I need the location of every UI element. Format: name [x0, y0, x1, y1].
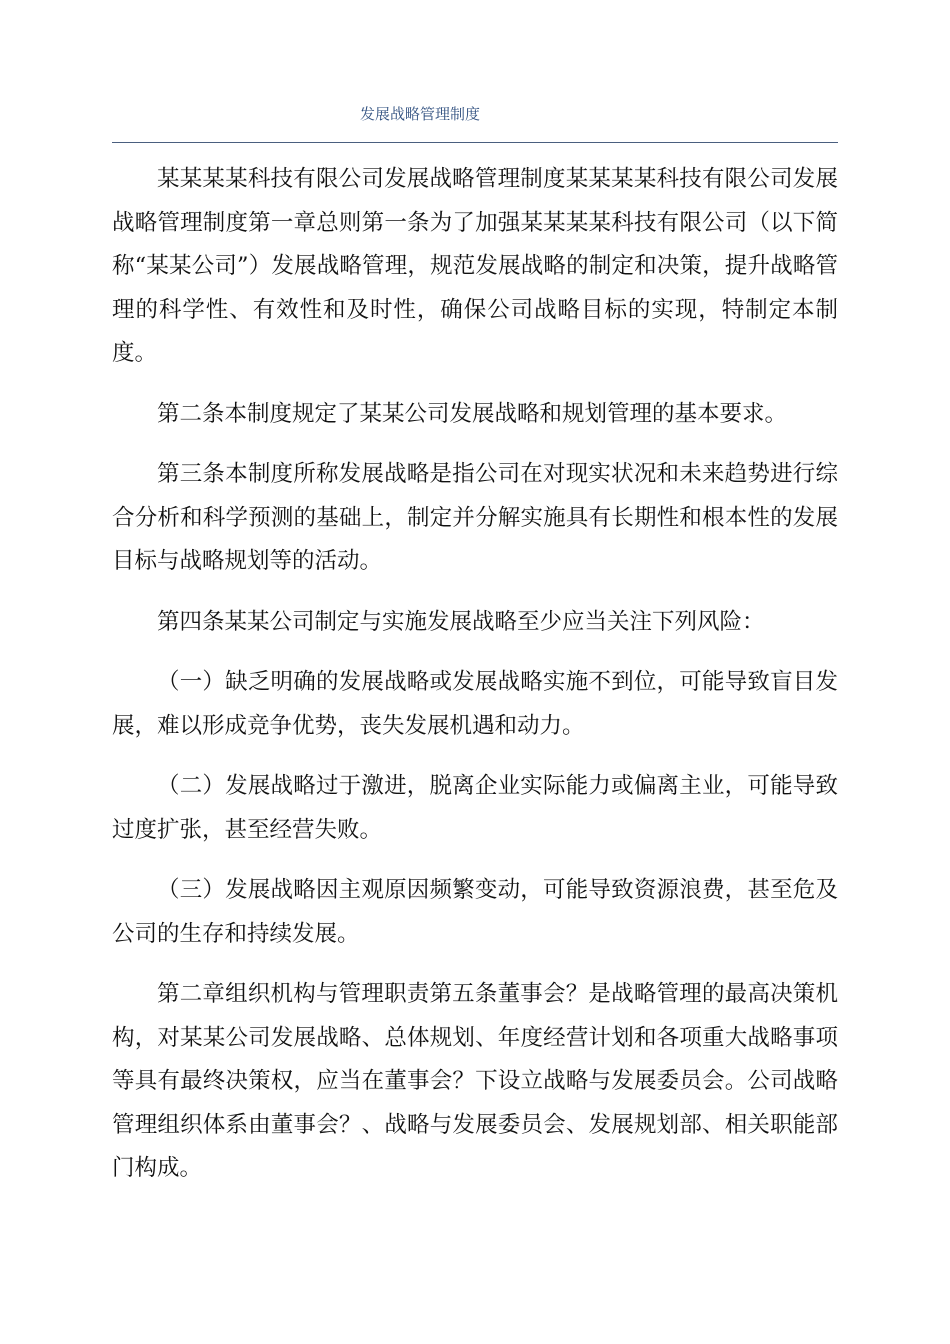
header-divider: [112, 142, 838, 143]
paragraph-6: （二）发展战略过于激进，脱离企业实际能力或偏离主业，可能导致过度扩张，甚至经营失败。: [112, 773, 838, 843]
paragraph-1: 某某某某科技有限公司发展战略管理制度某某某某科技有限公司发展战略管理制度第一章总则第一条为了加强某某某某科技有限公司（以下简称“某某公司”）发展战略管理，规范发展战略的制定和决策，提升战略管理的科学性、有效性和及时性，确保公司战略目标的实现，特制定本制度。: [112, 166, 838, 366]
page-header-title: 发展战略管理制度: [359, 105, 480, 123]
paragraph-4: 第四条某某公司制定与实施发展战略至少应当关注下列风险：: [157, 608, 765, 635]
paragraph-8: 第二章组织机构与管理职责第五条董事会？是战略管理的最高决策机构，对某某公司发展战略、总体规划、年度经营计划和各项重大战略事项等具有最终决策权，应当在董事会？下设立战略与发展委员会。公司战略管理组织体系由董事会？、战略与发展委员会、发展规划部、相关职能部门构成。: [112, 981, 838, 1181]
paragraph-7: （三）发展战略因主观原因频繁变动，可能导致资源浪费，甚至危及公司的生存和持续发展。: [112, 877, 838, 947]
paragraph-3: 第三条本制度所称发展战略是指公司在对现实状况和未来趋势进行综合分析和科学预测的基础上，制定并分解实施具有长期性和根本性的发展目标与战略规划等的活动。: [112, 461, 838, 574]
paragraph-2: 第二条本制度规定了某某公司发展战略和规划管理的基本要求。: [157, 400, 788, 427]
paragraph-5: （一）缺乏明确的发展战略或发展战略实施不到位，可能导致盲目发展，难以形成竞争优势，丧失发展机遇和动力。: [112, 669, 838, 739]
document-body: [112, 158, 838, 1208]
